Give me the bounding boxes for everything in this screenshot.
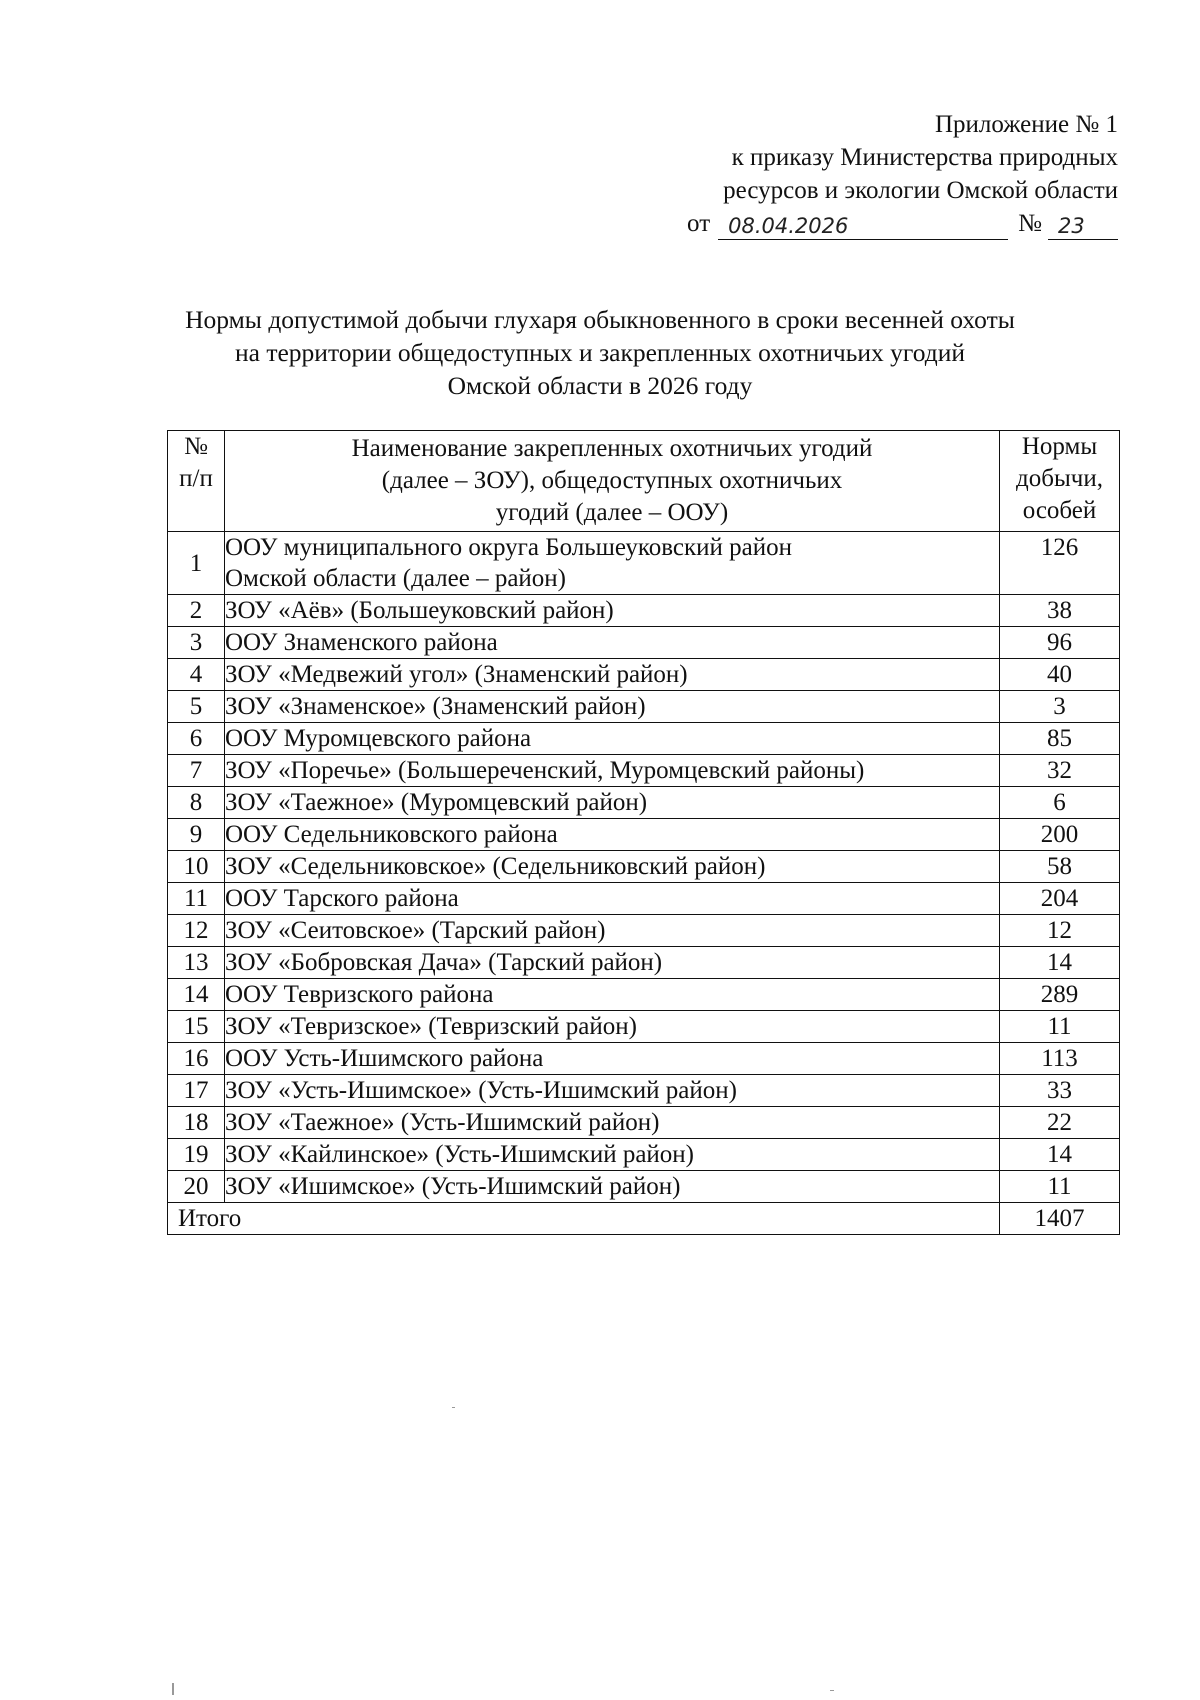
row-value: 85 (1000, 723, 1120, 755)
appendix-order-line: к приказу Министерства природных (731, 144, 1118, 171)
title-line-1: Нормы допустимой добычи глухаря обыкновенного в сроки весенней охоты (185, 305, 1015, 334)
row-name: ООУ Усть-Ишимского района (225, 1043, 1000, 1075)
appendix-title: Приложение № 1 (934, 111, 1118, 138)
row-number: 16 (168, 1043, 225, 1075)
row-number: 2 (168, 595, 225, 627)
table-row (168, 1075, 1120, 1107)
table-row (168, 755, 1120, 787)
scan-speck (830, 1690, 834, 1691)
document-title (100, 303, 1100, 402)
row-name: ЗОУ «Тевризское» (Тевризский район) (225, 1011, 1000, 1043)
row-value: 40 (1000, 659, 1120, 691)
header-norms: Нормы добычи, особей (1000, 431, 1120, 532)
row-value: 58 (1000, 851, 1120, 883)
table-row (168, 915, 1120, 947)
row-number: 14 (168, 979, 225, 1011)
row-number: 20 (168, 1171, 225, 1203)
row-name: ООУ Седельниковского района (225, 819, 1000, 851)
table-row (168, 883, 1120, 915)
scan-speck (172, 1683, 174, 1695)
row-number: 10 (168, 851, 225, 883)
row-name: ООУ Знаменского района (225, 627, 1000, 659)
appendix-date-number-line (638, 207, 1118, 240)
header-number: № п/п (168, 431, 225, 532)
row-value: 126 (1000, 532, 1120, 595)
row-value: 204 (1000, 883, 1120, 915)
row-value: 3 (1000, 691, 1120, 723)
row-number: 8 (168, 787, 225, 819)
row-number: 7 (168, 755, 225, 787)
row-value: 32 (1000, 755, 1120, 787)
table-row (168, 1107, 1120, 1139)
total-value: 1407 (1000, 1203, 1120, 1235)
row-value: 6 (1000, 787, 1120, 819)
row-number: 18 (168, 1107, 225, 1139)
total-label: Итого (168, 1203, 1000, 1235)
row-number: 17 (168, 1075, 225, 1107)
header-name: Наименование закрепленных охотничьих угодий (далее – ЗОУ), общедоступных охотничьих угодий (далее – ООУ) (225, 431, 1000, 532)
row-name: ООУ Муромцевского района (225, 723, 1000, 755)
row-value: 12 (1000, 915, 1120, 947)
row-value: 289 (1000, 979, 1120, 1011)
row-value: 113 (1000, 1043, 1120, 1075)
table-row (168, 723, 1120, 755)
hunting-norms-table (167, 430, 1120, 1235)
row-number: 4 (168, 659, 225, 691)
row-name: ООУ Тевризского района (225, 979, 1000, 1011)
row-number: 12 (168, 915, 225, 947)
row-name: ЗОУ «Седельниковское» (Седельниковский район) (225, 851, 1000, 883)
row-value: 14 (1000, 1139, 1120, 1171)
row-name: ООУ Тарского района (225, 883, 1000, 915)
scan-speck (452, 1407, 455, 1408)
date-prefix-label: от (687, 210, 711, 237)
table-row (168, 1139, 1120, 1171)
row-name: ЗОУ «Сеитовское» (Тарский район) (225, 915, 1000, 947)
row-name: ЗОУ «Кайлинское» (Усть-Ишимский район) (225, 1139, 1000, 1171)
table-total-row (168, 1203, 1120, 1235)
row-name: ЗОУ «Бобровская Дача» (Тарский район) (225, 947, 1000, 979)
row-name: ЗОУ «Ишимское» (Усть-Ишимский район) (225, 1171, 1000, 1203)
handwritten-date: 08.04.2026 (718, 214, 1008, 240)
table-row (168, 851, 1120, 883)
row-name: ООУ муниципального округа Большеуковский район Омской области (далее – район) (225, 532, 1000, 595)
row-value: 11 (1000, 1011, 1120, 1043)
table-header-row (168, 431, 1120, 532)
title-line-2: на территории общедоступных и закрепленных охотничьих угодий (235, 338, 965, 367)
row-number: 6 (168, 723, 225, 755)
number-label: № (1018, 210, 1042, 237)
appendix-header (638, 108, 1118, 240)
title-line-3: Омской области в 2026 году (447, 371, 753, 400)
row-value: 11 (1000, 1171, 1120, 1203)
row-value: 200 (1000, 819, 1120, 851)
table-row (168, 979, 1120, 1011)
table-row (168, 1011, 1120, 1043)
row-name: ЗОУ «Таежное» (Муромцевский район) (225, 787, 1000, 819)
row-number: 13 (168, 947, 225, 979)
appendix-ministry-line: ресурсов и экологии Омской области (723, 177, 1118, 204)
row-value: 96 (1000, 627, 1120, 659)
row-number: 11 (168, 883, 225, 915)
row-number: 5 (168, 691, 225, 723)
row-number: 9 (168, 819, 225, 851)
row-name: ЗОУ «Знаменское» (Знаменский район) (225, 691, 1000, 723)
row-number: 3 (168, 627, 225, 659)
row-number: 19 (168, 1139, 225, 1171)
table-row (168, 787, 1120, 819)
table-row (168, 947, 1120, 979)
row-value: 33 (1000, 1075, 1120, 1107)
row-name: ЗОУ «Усть-Ишимское» (Усть-Ишимский район) (225, 1075, 1000, 1107)
table-row (168, 691, 1120, 723)
table-row (168, 1043, 1120, 1075)
table-row (168, 1171, 1120, 1203)
handwritten-number: 23 (1048, 214, 1118, 240)
row-name: ЗОУ «Таежное» (Усть-Ишимский район) (225, 1107, 1000, 1139)
row-name: ЗОУ «Поречье» (Большереченский, Муромцевский районы) (225, 755, 1000, 787)
row-name: ЗОУ «Медвежий угол» (Знаменский район) (225, 659, 1000, 691)
row-number: 15 (168, 1011, 225, 1043)
row-value: 22 (1000, 1107, 1120, 1139)
table-row (168, 819, 1120, 851)
table-row (168, 532, 1120, 595)
row-value: 38 (1000, 595, 1120, 627)
row-value: 14 (1000, 947, 1120, 979)
row-name: ЗОУ «Аёв» (Большеуковский район) (225, 595, 1000, 627)
table-row (168, 627, 1120, 659)
table-row (168, 659, 1120, 691)
row-number: 1 (168, 532, 225, 595)
table-row (168, 595, 1120, 627)
